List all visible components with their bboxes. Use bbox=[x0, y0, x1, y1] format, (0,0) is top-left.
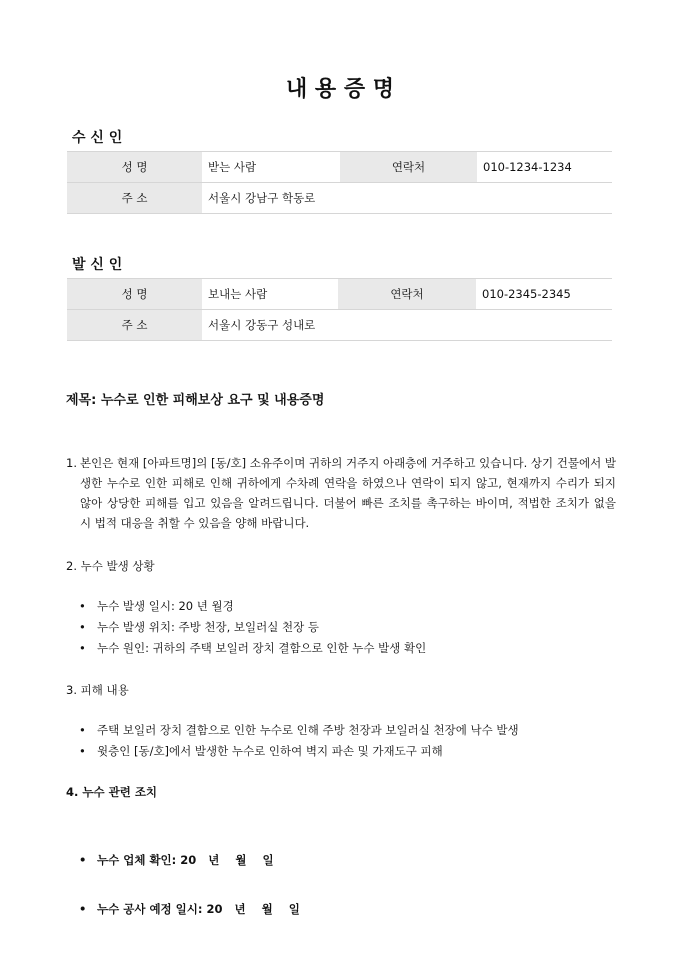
table-row bbox=[67, 279, 612, 310]
list-item: • 주택 보일러 장치 결함으로 인한 누수로 인해 주방 천장과 보일러실 천장에 낙수 발생 bbox=[66, 720, 519, 741]
section-1-number: 1. bbox=[66, 456, 77, 470]
table-row bbox=[67, 310, 612, 341]
recipient-name-label: 성 명 bbox=[67, 152, 202, 183]
list-item: • 누수 발생 일시: 20 년 월경 bbox=[66, 596, 426, 617]
list-item: • 누수 업체 확인: 20 년 월 일 bbox=[66, 850, 300, 871]
sender-section-label: 발 신 인 bbox=[72, 257, 123, 273]
section-1-text: 본인은 현재 [아파트명]의 [동/호] 소유주이며 귀하의 거주지 아래층에 거주하고 있습니다. 상기 건물에서 발생한 누수로 인한 피해로 인해 귀하에게 수차례 연락을 하였으나 연락이 되지 않고, 현재까지 수리가 되지 않아 상당한 피해를 입고 있음을 알려드립니다. 더불어 빠른 조치를 촉구하는 바이며, 적법한 조치가 없을 시 법적 대응을 취할 수 있음을 양해 바랍니다. bbox=[80, 456, 616, 530]
sender-table bbox=[67, 278, 612, 341]
section-3-heading: 3. 피해 내용 bbox=[66, 683, 129, 697]
list-item: • 윗층인 [동/호]에서 발생한 누수로 인하여 벽지 파손 및 가재도구 피해 bbox=[66, 741, 519, 762]
section-2-list bbox=[66, 596, 426, 659]
section-3-list bbox=[66, 720, 519, 762]
sender-name-value: 보내는 사람 bbox=[202, 279, 338, 310]
sender-address-label: 주 소 bbox=[67, 310, 202, 341]
subject-line: 제목: 누수로 인한 피해보상 요구 및 내용증명 bbox=[66, 393, 325, 408]
recipient-address-label: 주 소 bbox=[67, 183, 202, 214]
recipient-contact-value: 010-1234-1234 bbox=[477, 152, 612, 183]
sender-address-value: 서울시 강동구 성내로 bbox=[202, 310, 612, 341]
sender-contact-label: 연락처 bbox=[338, 279, 476, 310]
section-2-heading: 2. 누수 발생 상황 bbox=[66, 559, 155, 573]
list-item: • 누수 발생 위치: 주방 천장, 보일러실 천장 등 bbox=[66, 617, 426, 638]
recipient-name-value: 받는 사람 bbox=[202, 152, 340, 183]
list-item: • 누수 원인: 귀하의 주택 보일러 장치 결함으로 인한 누수 발생 확인 bbox=[66, 638, 426, 659]
table-row bbox=[67, 152, 612, 183]
sender-contact-value: 010-2345-2345 bbox=[476, 279, 612, 310]
document-title: 내 용 증 명 bbox=[286, 77, 394, 102]
sender-name-label: 성 명 bbox=[67, 279, 202, 310]
recipient-address-value: 서울시 강남구 학동로 bbox=[202, 183, 612, 214]
section-1-paragraph bbox=[66, 453, 616, 533]
table-row bbox=[67, 183, 612, 214]
recipient-contact-label: 연락처 bbox=[340, 152, 477, 183]
section-4-heading: 4. 누수 관련 조치 bbox=[66, 785, 158, 799]
list-item: • 누수 공사 예정 일시: 20 년 월 일 bbox=[66, 899, 300, 920]
section-4-list bbox=[66, 822, 300, 934]
recipient-section-label: 수 신 인 bbox=[72, 130, 123, 146]
recipient-table bbox=[67, 151, 612, 214]
